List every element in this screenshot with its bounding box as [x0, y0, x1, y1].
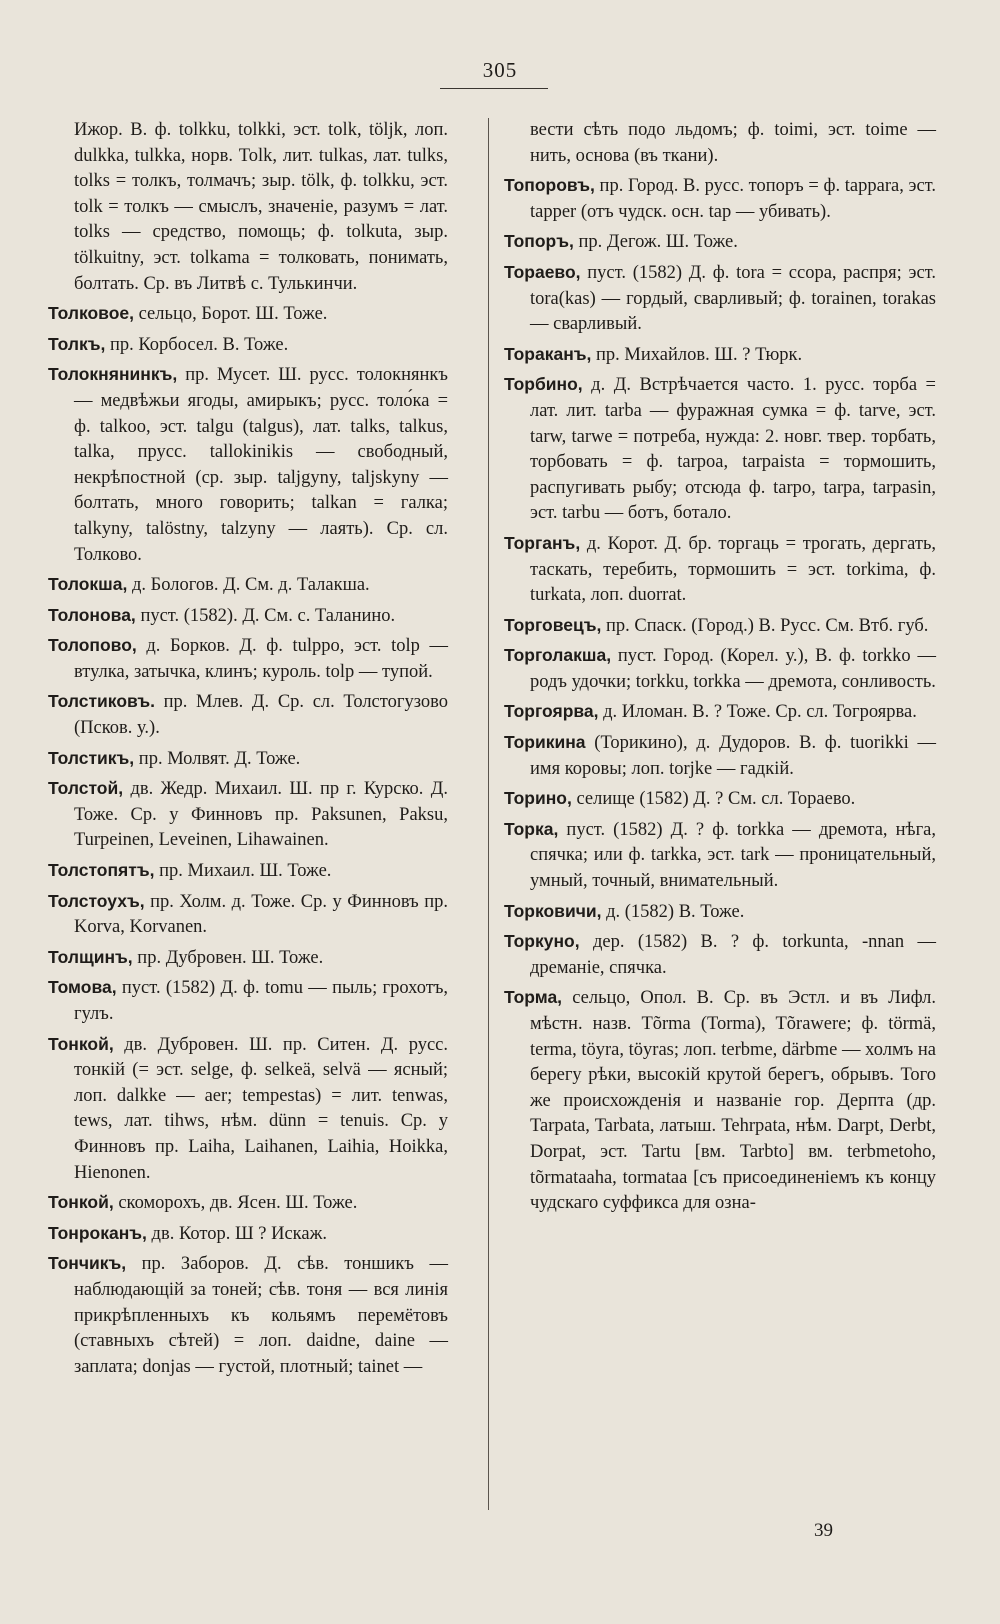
entry-headword: Торикина: [504, 732, 586, 753]
dictionary-entry: [48, 1190, 448, 1217]
left-column: [48, 118, 448, 1384]
entry-headword: Торголакша,: [504, 645, 612, 666]
dictionary-entry: [504, 699, 936, 726]
dictionary-entry: [504, 730, 936, 782]
dictionary-entry: [504, 229, 936, 256]
right-column: [504, 118, 936, 1221]
entry-text: дв. Дубровен. Ш. пр. Ситен. Д. русс. тонкій (= эст. selge, ф. selkeä, selvä — ясный; лоп. dalkke — aer; tempestas) = лит. tenwas, tews, лат. tihws, нѣм. dünn = tenuis. Ср. у Финновъ пр. Laiha, Laihanen, Laihia, Hoikka, Hienonen.: [74, 1034, 448, 1183]
entry-headword: Толопово,: [48, 635, 137, 656]
dictionary-entry: [48, 1032, 448, 1187]
entry-headword: Толковое,: [48, 303, 134, 324]
entry-headword: Тонкой,: [48, 1192, 114, 1213]
entry-text: пуст. (1582) Д. ф. tomu — пыль; грохотъ, гулъ.: [74, 978, 449, 1024]
entry-headword: Торино,: [504, 788, 572, 809]
entry-text: пр. Заборов. Д. сѣв. тоншикъ — наблюдающій за тоней; сѣв. тоня — вся линія прикрѣпленныхъ къ кольямъ перемётовъ (ставныхъ сѣтей) = лоп. daidne, daine — заплата; donjas — густой, плотный; tainet —: [74, 1254, 448, 1377]
entry-text: сельцо, Опол. В. Ср. въ Эстл. и въ Лифл. мѣстн. назв. Tõrma (Torma), Tõrawere; ф. törmä, terma, töyra, töyras; лоп. terbme, därbme — холмъ на берегу рѣки, высокій крутой берегъ, обрывъ. Того же происхожденія и названіе гор. Дерпта (др. Tarpata, Tarbata, латыш. Tehrpata, нѣм. Darpt, Derbt, Dorpat, эст. Tartu [вм. Tarbto] вм. terbmetoho, tõrmataaha, tormataa [съ присоединеніемъ къ концу чудскаго суффикса для озна-: [530, 988, 936, 1214]
dictionary-entry: [504, 372, 936, 527]
dictionary-entry: [48, 1251, 448, 1380]
entry-text: пуст. (1582) Д. ? ф. torkka — дремота, нѣга, спячка; или ф. tarkka, эст. tark — проницательный, умный, точный, внимательный.: [530, 819, 937, 892]
entry-text: пр. Город. В. русс. топоръ = ф. tappara, эст. tapper (отъ чудск. осн. tap — убивать).: [530, 176, 937, 222]
entry-text: пр. Дегож. Ш. Тоже.: [578, 232, 738, 253]
entry-text: пуст. (1582). Д. См. с. Таланино.: [140, 605, 396, 626]
page-number: 305: [482, 58, 518, 82]
dictionary-entry: [504, 260, 936, 338]
dictionary-entry: [48, 858, 448, 885]
entry-text: д. (1582) В. Тоже.: [606, 901, 745, 922]
dictionary-entry: [48, 572, 448, 599]
entry-headword: Толстиковъ.: [48, 691, 155, 712]
entry-headword: Толокша,: [48, 574, 128, 595]
column-divider: [488, 118, 489, 1510]
dictionary-entry: [504, 817, 936, 895]
entry-headword: Торбино,: [504, 374, 583, 395]
entry-headword: Толстопятъ,: [48, 860, 155, 881]
entry-headword: Толонова,: [48, 604, 136, 625]
dictionary-entry: [48, 689, 448, 741]
entry-text: Ижор. В. ф. tolkku, tolkki, эст. tolk, töljk, лоп. dulkka, tulkka, норв. Tolk, лит. tulkas, лат. tulks, tolks = толкъ, толмачъ; зыр. tölk, ф. tolkku, эст. tolk = толкъ — смыслъ, значеніе, разумъ = лат. tolks — средство, помощь; ф. tolkuta, зыр. tölkuitny, эст. tolkama = толковать, понимать, болтать. Ср. въ Литвѣ с. Тулькинчи.: [74, 120, 448, 294]
entry-text: скоморохъ, дв. Ясен. Ш. Тоже.: [118, 1193, 358, 1214]
entry-headword: Толстоухъ,: [48, 890, 145, 911]
entry-headword: Торгоярва,: [504, 701, 599, 722]
entry-text: пр. Молвят. Д. Тоже.: [138, 748, 301, 769]
dictionary-entry: [504, 173, 936, 225]
entry-text: пуст. (1582) Д. ф. tora = ссора, распря; эст. tora(kas) — гордый, сварливый; ф. torainen, torakas — сварливый.: [530, 262, 936, 335]
dictionary-entry: [48, 301, 448, 328]
dictionary-entry: [504, 118, 936, 169]
entry-headword: Тораево,: [504, 261, 581, 282]
entry-headword: Тораканъ,: [504, 343, 592, 364]
dictionary-entry: [504, 786, 936, 813]
entry-text: дв. Котор. Ш ? Искаж.: [151, 1223, 327, 1244]
entry-headword: Торковичи,: [504, 900, 602, 921]
entry-text: пр. Мусет. Ш. русс. толокнянкъ — медвѣжьи ягоды, амирыкъ; русс. толо́ка = ф. talkoo, эст. talgu (talgus), лат. talks, talkus, talka, прусс. tallokinikis — свободный, некрѣпостной (ср. зыр. taljgyny, taljskyny — болтать, много говорить; talkan = галка; talkyny, talöstny, talzyny — лаять). Ср. сл. Толково.: [74, 365, 448, 565]
entry-text: д. Иломан. В. ? Тоже. Ср. сл. Тогроярва.: [603, 702, 917, 723]
dictionary-entry: [504, 985, 936, 1216]
dictionary-entry: [48, 889, 448, 941]
entry-headword: Толкъ,: [48, 333, 106, 354]
entry-headword: Тонроканъ,: [48, 1222, 147, 1243]
entry-text: д. Бологов. Д. См. д. Талакша.: [131, 575, 370, 596]
entry-headword: Толокнянинкъ,: [48, 364, 178, 385]
entry-headword: Торговецъ,: [504, 614, 602, 635]
entry-text: пуст. Город. (Корел. у.), В. ф. torkko — родъ удочки; torkku, torkka — дремота, сонливость.: [530, 646, 936, 692]
entry-headword: Торганъ,: [504, 532, 581, 553]
dictionary-entry: [48, 603, 448, 630]
dictionary-entry: [504, 643, 936, 695]
entry-headword: Торка,: [504, 818, 559, 839]
entry-text: пр. Михаил. Ш. Тоже.: [159, 861, 332, 882]
entry-text: селище (1582) Д. ? См. сл. Тораево.: [576, 789, 856, 810]
entry-text: д. Борков. Д. ф. tulppo, эст. tolp — втулка, затычка, клинъ; куроль. tolp — тупой.: [74, 636, 449, 682]
dictionary-entry: [48, 633, 448, 685]
entry-headword: Топоровъ,: [504, 175, 595, 196]
entry-text: пр. Млев. Д. Ср. сл. Толстогузово (Псков. у.).: [74, 692, 449, 739]
entry-headword: Тончикъ,: [48, 1253, 127, 1274]
entry-text: пр. Корбосел. В. Тоже.: [109, 334, 289, 355]
dictionary-entry: [48, 118, 448, 297]
dictionary-entry: [504, 342, 936, 369]
entry-headword: Торма,: [504, 987, 563, 1008]
entry-text: д. Корот. Д. бр. торгаць = трогать, дергать, таскать, теребить, тормошить = эст. torkima, ф. turkata, лоп. duorrat.: [530, 533, 937, 606]
dictionary-entry: [48, 975, 448, 1027]
dictionary-entry: [504, 929, 936, 981]
entry-headword: Толстой,: [48, 778, 124, 799]
entry-headword: Толстикъ,: [48, 747, 135, 768]
entry-text: пр. Холм. д. Тоже. Ср. у Финновъ пр. Korva, Korvanen.: [74, 891, 448, 938]
entry-headword: Торкуно,: [504, 931, 580, 952]
entry-headword: Тонкой,: [48, 1033, 114, 1054]
entry-headword: Топоръ,: [504, 231, 574, 252]
entry-text: вести сѣть подо льдомъ; ф. toimi, эст. toime — нить, основа (въ ткани).: [530, 120, 936, 166]
dictionary-entry: [48, 332, 448, 359]
entry-text: пр. Дубровен. Ш. Тоже.: [137, 947, 324, 968]
entry-text: пр. Михайлов. Ш. ? Тюрк.: [596, 344, 803, 365]
signature-mark: 39: [814, 1520, 833, 1541]
dictionary-entry: [48, 746, 448, 773]
entry-text: пр. Спаск. (Город.) В. Русс. См. Втб. губ.: [605, 615, 929, 636]
entry-text: (Торикино), д. Дудоров. В. ф. tuorikki — имя коровы; лоп. torjke — гадкій.: [530, 733, 936, 779]
entry-text: дв. Жедр. Михаил. Ш. пр г. Курско. Д. Тоже. Ср. у Финновъ пр. Paksunen, Paksu, Turpeinen, Leveinen, Lihawainen.: [74, 779, 448, 851]
entry-text: д. Д. Встрѣчается часто. 1. русс. торба = лат. лит. tarba — фуражная сумка = ф. tarve, эст. tarw, tarwe = потреба, нужда: 2. новг. твер. торбать, торбовать = ф. tarpoa, tarpaista = тормошить, распугивать рыбу; отсюда ф. tarpo, tarpa, tarpasin, эст. tarbu — ботъ, ботало.: [530, 375, 936, 524]
entry-text: дер. (1582) В. ? ф. torkunta, -nnan — дреманіе, спячка.: [530, 932, 937, 978]
dictionary-entry: [48, 1221, 448, 1248]
entry-headword: Томова,: [48, 977, 117, 998]
dictionary-entry: [48, 776, 448, 854]
dictionary-entry: [504, 899, 936, 926]
dictionary-entry: [48, 362, 448, 568]
entry-headword: Толщинъ,: [48, 946, 133, 967]
dictionary-entry: [48, 945, 448, 972]
header-rule: [440, 88, 548, 89]
entry-text: сельцо, Борот. Ш. Тоже.: [138, 304, 328, 325]
dictionary-entry: [504, 531, 936, 609]
dictionary-entry: [504, 613, 936, 640]
